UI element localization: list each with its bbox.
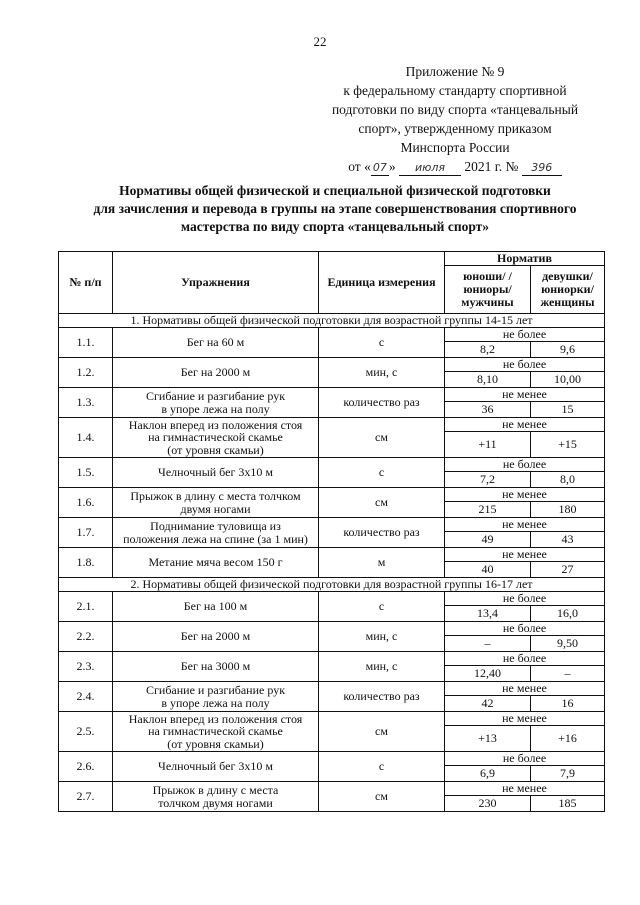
value-boys: 230 <box>445 796 531 812</box>
heading-line: Нормативы общей физической и специальной физической подготовки <box>119 183 551 198</box>
value-girls: 43 <box>531 532 605 548</box>
exercise-line: Поднимание туловища из <box>150 519 281 533</box>
value-boys: 6,9 <box>445 766 531 782</box>
page-number: 22 <box>313 34 327 49</box>
exercise-line: положения лежа на спине (за 1 мин) <box>123 531 308 546</box>
table-row <box>59 548 605 562</box>
col-header-exercise: Упражнения <box>113 252 319 314</box>
row-condition: не более <box>445 752 605 766</box>
row-condition: не менее <box>445 712 605 726</box>
row-exercise <box>113 752 319 782</box>
col-header-unit: Единица измерения <box>319 252 445 314</box>
row-exercise <box>113 488 319 518</box>
exercise-line: Прыжок в длину с места толчком <box>130 489 301 503</box>
value-girls: 8,0 <box>531 472 605 488</box>
row-unit: мин, с <box>319 652 445 682</box>
table-row <box>59 328 605 342</box>
value-boys: 8,2 <box>445 342 531 358</box>
value-girls: – <box>531 666 605 682</box>
row-condition: не менее <box>445 418 605 432</box>
row-unit: с <box>319 328 445 358</box>
value-girls: 7,9 <box>531 766 605 782</box>
table-row <box>59 682 605 696</box>
date-month-handwritten: июля <box>399 161 461 176</box>
value-girls: 15 <box>531 402 605 418</box>
row-exercise <box>113 328 319 358</box>
value-boys: 7,2 <box>445 472 531 488</box>
row-condition: не менее <box>445 488 605 502</box>
exercise-line: Бег на 3000 м <box>180 659 251 674</box>
exercise-line: Челночный бег 3х10 м <box>158 759 273 774</box>
table-row <box>59 592 605 606</box>
row-condition: не менее <box>445 682 605 696</box>
row-condition: не более <box>445 592 605 606</box>
norms-table <box>58 251 605 812</box>
row-num: 1.8. <box>59 548 113 578</box>
exercise-line: двумя ногами <box>180 501 251 516</box>
row-unit: см <box>319 488 445 518</box>
row-unit: см <box>319 782 445 812</box>
exercise-line: Наклон вперед из положения стоя <box>128 417 303 432</box>
row-unit: с <box>319 458 445 488</box>
row-unit: количество раз <box>319 682 445 712</box>
row-condition: не менее <box>445 782 605 796</box>
value-boys: +11 <box>445 432 531 458</box>
col-header-norm: Норматив <box>445 252 605 266</box>
exercise-line: Наклон вперед из положения стоя <box>128 711 303 726</box>
value-boys: +13 <box>445 726 531 752</box>
exercise-line: в упоре лежа на полу <box>161 401 270 416</box>
value-girls: 9,50 <box>531 636 605 652</box>
row-exercise <box>113 518 319 548</box>
row-unit: мин, с <box>319 358 445 388</box>
heading-line: мастерства по виду спорта «танцевальный спорт» <box>180 219 490 234</box>
value-boys: 42 <box>445 696 531 712</box>
exercise-line: Бег на 2000 м <box>180 629 251 644</box>
row-exercise <box>113 458 319 488</box>
value-girls: 185 <box>531 796 605 812</box>
row-unit: мин, с <box>319 622 445 652</box>
table-row <box>59 752 605 766</box>
row-unit: с <box>319 592 445 622</box>
exercise-line: (от уровня скамьи) <box>167 736 264 751</box>
table-row <box>59 518 605 532</box>
row-num: 2.1. <box>59 592 113 622</box>
row-num: 2.7. <box>59 782 113 812</box>
table-row <box>59 458 605 472</box>
appendix-line: подготовки по виду спорта «танцевальный <box>331 102 579 117</box>
row-num: 2.3. <box>59 652 113 682</box>
row-num: 1.1. <box>59 328 113 358</box>
row-num: 2.5. <box>59 712 113 752</box>
value-boys: 215 <box>445 502 531 518</box>
row-unit: см <box>319 712 445 752</box>
exercise-line: Прыжок в длину с места <box>152 783 279 797</box>
row-num: 1.3. <box>59 388 113 418</box>
value-boys: – <box>445 636 531 652</box>
table-row <box>59 652 605 666</box>
appendix-line: к федеральному стандарту спортивной <box>343 83 567 98</box>
section-row <box>59 578 605 592</box>
value-boys: 8,10 <box>445 372 531 388</box>
table-row <box>59 388 605 402</box>
row-num: 1.7. <box>59 518 113 548</box>
row-num: 2.6. <box>59 752 113 782</box>
date-year: 2021 г. № <box>464 159 519 174</box>
value-boys: 49 <box>445 532 531 548</box>
appendix-line: спорт», утвержденному приказом <box>358 121 552 136</box>
exercise-line: Бег на 100 м <box>183 599 248 614</box>
row-exercise <box>113 418 319 458</box>
date-mid: » <box>388 159 396 174</box>
row-unit: с <box>319 752 445 782</box>
row-condition: не более <box>445 652 605 666</box>
value-girls: +15 <box>531 432 605 458</box>
value-boys: 12,40 <box>445 666 531 682</box>
row-condition: не менее <box>445 518 605 532</box>
exercise-line: толчком двумя ногами <box>158 795 273 810</box>
exercise-line: Бег на 60 м <box>186 335 245 350</box>
row-condition: не менее <box>445 388 605 402</box>
table-row <box>59 418 605 432</box>
row-condition: не более <box>445 358 605 372</box>
exercise-line: на гимнастической скамье <box>148 724 283 739</box>
exercise-line: Бег на 2000 м <box>180 365 251 380</box>
row-num: 1.4. <box>59 418 113 458</box>
date-prefix: от « <box>348 159 371 174</box>
section-title: 1. Нормативы общей физической подготовки для возрастной группы 14-15 лет <box>59 314 605 328</box>
row-exercise <box>113 652 319 682</box>
row-exercise <box>113 388 319 418</box>
row-num: 1.2. <box>59 358 113 388</box>
exercise-line: Челночный бег 3х10 м <box>158 465 273 480</box>
exercise-line: в упоре лежа на полу <box>161 695 270 710</box>
table-row <box>59 488 605 502</box>
row-unit: м <box>319 548 445 578</box>
exercise-line: Метание мяча весом 150 г <box>148 555 283 570</box>
row-condition: не более <box>445 622 605 636</box>
table-row <box>59 358 605 372</box>
appendix-line: Минспорта России <box>400 140 510 155</box>
row-unit: количество раз <box>319 388 445 418</box>
exercise-line: на гимнастической скамье <box>148 430 283 445</box>
document-heading <box>40 182 630 236</box>
table-row <box>59 622 605 636</box>
value-girls: 16 <box>531 696 605 712</box>
row-num: 1.6. <box>59 488 113 518</box>
row-condition: не более <box>445 458 605 472</box>
appendix-block <box>300 62 610 176</box>
heading-line: для зачисления и перевода в группы на этапе совершенствования спортивного <box>93 201 577 216</box>
row-num: 1.5. <box>59 458 113 488</box>
appendix-line: Приложение № 9 <box>405 64 505 79</box>
value-girls: 16,0 <box>531 606 605 622</box>
row-exercise <box>113 712 319 752</box>
row-condition: не менее <box>445 548 605 562</box>
exercise-line: (от уровня скамьи) <box>167 442 264 457</box>
value-boys: 13,4 <box>445 606 531 622</box>
row-exercise <box>113 782 319 812</box>
value-boys: 36 <box>445 402 531 418</box>
table-row <box>59 782 605 796</box>
row-unit: количество раз <box>319 518 445 548</box>
row-exercise <box>113 622 319 652</box>
row-condition: не более <box>445 328 605 342</box>
value-girls: 10,00 <box>531 372 605 388</box>
col-header-girls: девушки/ юниорки/ женщины <box>531 266 605 314</box>
section-row <box>59 314 605 328</box>
row-num: 2.4. <box>59 682 113 712</box>
date-day-handwritten: 07 <box>372 161 387 174</box>
value-boys: 40 <box>445 562 531 578</box>
col-header-boys: юноши/ /юниоры/ мужчины <box>445 266 531 314</box>
table-row <box>59 712 605 726</box>
value-girls: 27 <box>531 562 605 578</box>
row-num: 2.2. <box>59 622 113 652</box>
exercise-line: Сгибание и разгибание рук <box>145 683 286 697</box>
order-number-handwritten: 396 <box>522 161 562 176</box>
row-exercise <box>113 358 319 388</box>
section-title: 2. Нормативы общей физической подготовки для возрастной группы 16-17 лет <box>59 578 605 592</box>
value-girls: +16 <box>531 726 605 752</box>
row-exercise <box>113 548 319 578</box>
row-exercise <box>113 682 319 712</box>
row-unit: см <box>319 418 445 458</box>
value-girls: 180 <box>531 502 605 518</box>
exercise-line: Сгибание и разгибание рук <box>145 389 286 403</box>
value-girls: 9,6 <box>531 342 605 358</box>
order-date-line <box>300 157 610 176</box>
row-exercise <box>113 592 319 622</box>
col-header-num: № п/п <box>59 252 113 314</box>
